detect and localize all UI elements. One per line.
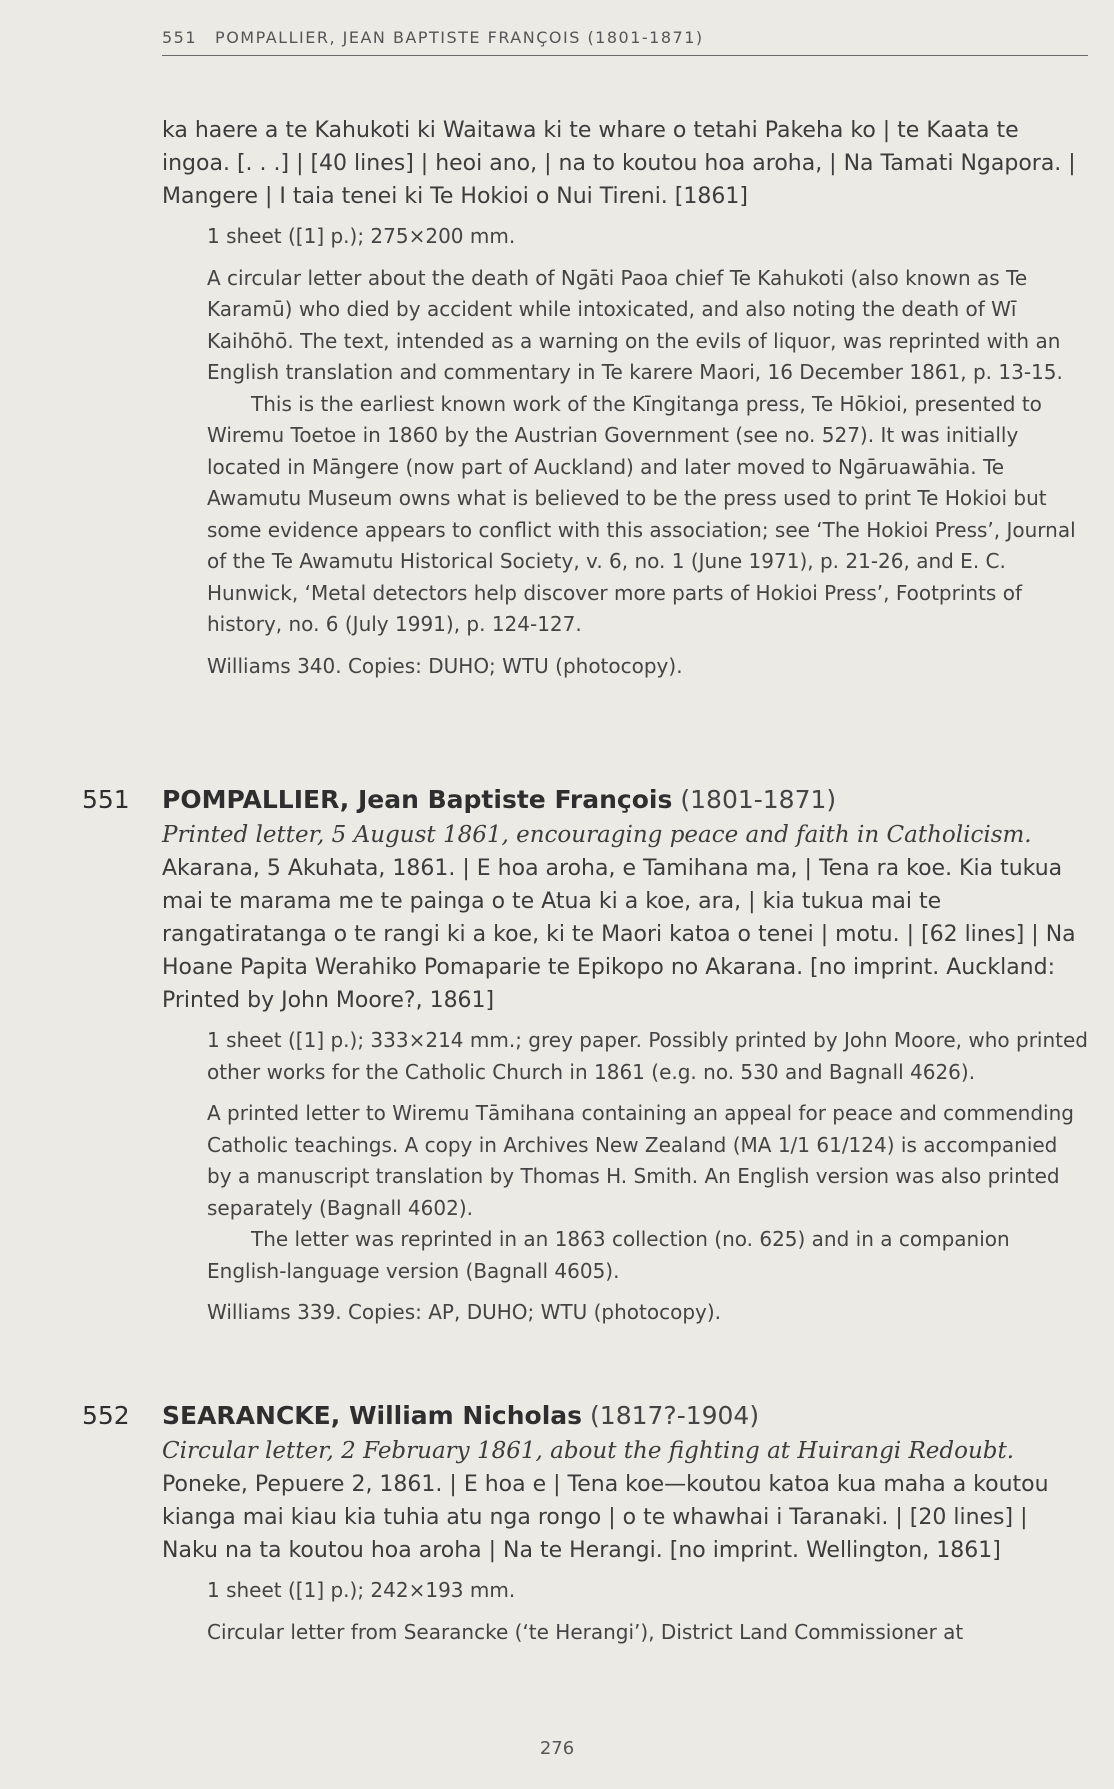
page-number: 276 xyxy=(539,1738,575,1759)
entry-title: Printed letter, 5 August 1861, encouraging peace and faith in Catholicism. xyxy=(162,822,1032,848)
entry-550-continuation xyxy=(162,114,1088,682)
entry-heading xyxy=(82,782,1088,818)
entry-heading xyxy=(82,1398,1088,1434)
references: Williams 339. Copies: AP, DUHO; WTU (photocopy). xyxy=(207,1300,722,1324)
note-paragraph: A circular letter about the death of Ngāti Paoa chief Te Kahukoti (also known as Te Karamū) who died by accident while intoxicated, and also noting the death of Wī Kaihōhō. The text, intended as a warning on the evils of liquor, was reprinted with an English translation and commentary in Te karere Maori, 16 December 1861, p. 13-15. xyxy=(207,265,1063,384)
author-name: POMPALLIER, Jean Baptiste François xyxy=(162,785,673,814)
author-dates: (1801-1871) xyxy=(680,785,837,814)
physical-description: 1 sheet ([1] p.); 333×214 mm.; grey paper. Possibly printed by John Moore, who printed other works for the Catholic Church in 1861 (e.g. no. 530 and Bagnall 4626). xyxy=(207,1028,1088,1084)
entry-number: 551 xyxy=(82,785,130,814)
header-entry-number: 551 xyxy=(162,28,198,47)
physical-description: 1 sheet ([1] p.); 275×200 mm. xyxy=(207,224,516,248)
author-name: SEARANCKE, William Nicholas xyxy=(162,1401,583,1430)
references: Williams 340. Copies: DUHO; WTU (photocopy). xyxy=(207,653,683,678)
entry-552 xyxy=(82,1398,1088,1648)
entry-text: Poneke, Pepuere 2, 1861. | E hoa e | Tena koe—koutou katoa kua maha a koutou kianga mai kiau kia tuhia atu nga rongo | o te whawhai i Taranaki. | [20 lines] | Naku na ta koutou hoa aroha | Na te Herangi. [no imprint. Wellington, 1861] xyxy=(162,1472,1049,1563)
running-header xyxy=(162,28,1088,56)
entry-text: ka haere a te Kahukoti ki Waitawa ki te whare o tetahi Pakeha ko | te Kaata te ingoa. [. . .] | [40 lines] | heoi ano, | na to koutou hoa aroha, | Na Tamati Ngapora. | Mangere | I taia tenei ki Te Hokioi o Nui Tireni. [1861] xyxy=(162,118,1076,209)
note-paragraph: The letter was reprinted in an 1863 collection (no. 625) and in a companion English-language version (Bagnall 4605). xyxy=(207,1227,1010,1283)
note-paragraph: This is the earliest known work of the Kīngitanga press, Te Hōkioi, presented to Wiremu Toetoe in 1860 by the Austrian Government (see no. 527). It was initially located in Māngere (now part of Auckland) and later moved to Ngāruawāhia. Te Awamutu Museum owns what is believed to be the press used to print Te Hokioi but some evidence appears to conflict with this association; see ‘The Hokioi Press’, Journal of the Te Awamutu Historical Society, v. 6, no. 1 (June 1971), p. 21-26, and E. C. Hunwick, ‘Metal detectors help discover more parts of Hokioi Press’, Footprints of history, no. 6 (July 1991), p. 124-127. xyxy=(207,391,1076,636)
header-running-title: POMPALLIER, JEAN BAPTISTE FRANÇOIS (1801-1871) xyxy=(215,28,704,47)
note-paragraph: A printed letter to Wiremu Tāmihana containing an appeal for peace and commending Catholic teachings. A copy in Archives New Zealand (MA 1/1 61/124) is accompanied by a manuscript translation by Thomas H. Smith. An English version was also printed separately (Bagnall 4602). xyxy=(207,1101,1074,1220)
entry-number: 552 xyxy=(82,1401,130,1430)
author-dates: (1817?-1904) xyxy=(590,1401,760,1430)
entry-551 xyxy=(82,782,1088,1329)
entry-text: Akarana, 5 Akuhata, 1861. | E hoa aroha, e Tamihana ma, | Tena ra koe. Kia tukua mai te marama me te painga o te Atua ki a koe, ara, | kia tukua mai te rangatiratanga o te rangi ki a koe, ki te Maori katoa o tenei | motu. | [62 lines] | Na Hoane Papita Werahiko Pomaparie te Epikopo no Akarana. [no imprint. Auckland: Printed by John Moore?, 1861] xyxy=(162,856,1076,1013)
physical-description: 1 sheet ([1] p.); 242×193 mm. xyxy=(207,1578,516,1602)
note-paragraph: Circular letter from Searancke (‘te Herangi’), District Land Commissioner at xyxy=(207,1619,964,1644)
entry-title: Circular letter, 2 February 1861, about the fighting at Huirangi Redoubt. xyxy=(162,1438,1015,1464)
